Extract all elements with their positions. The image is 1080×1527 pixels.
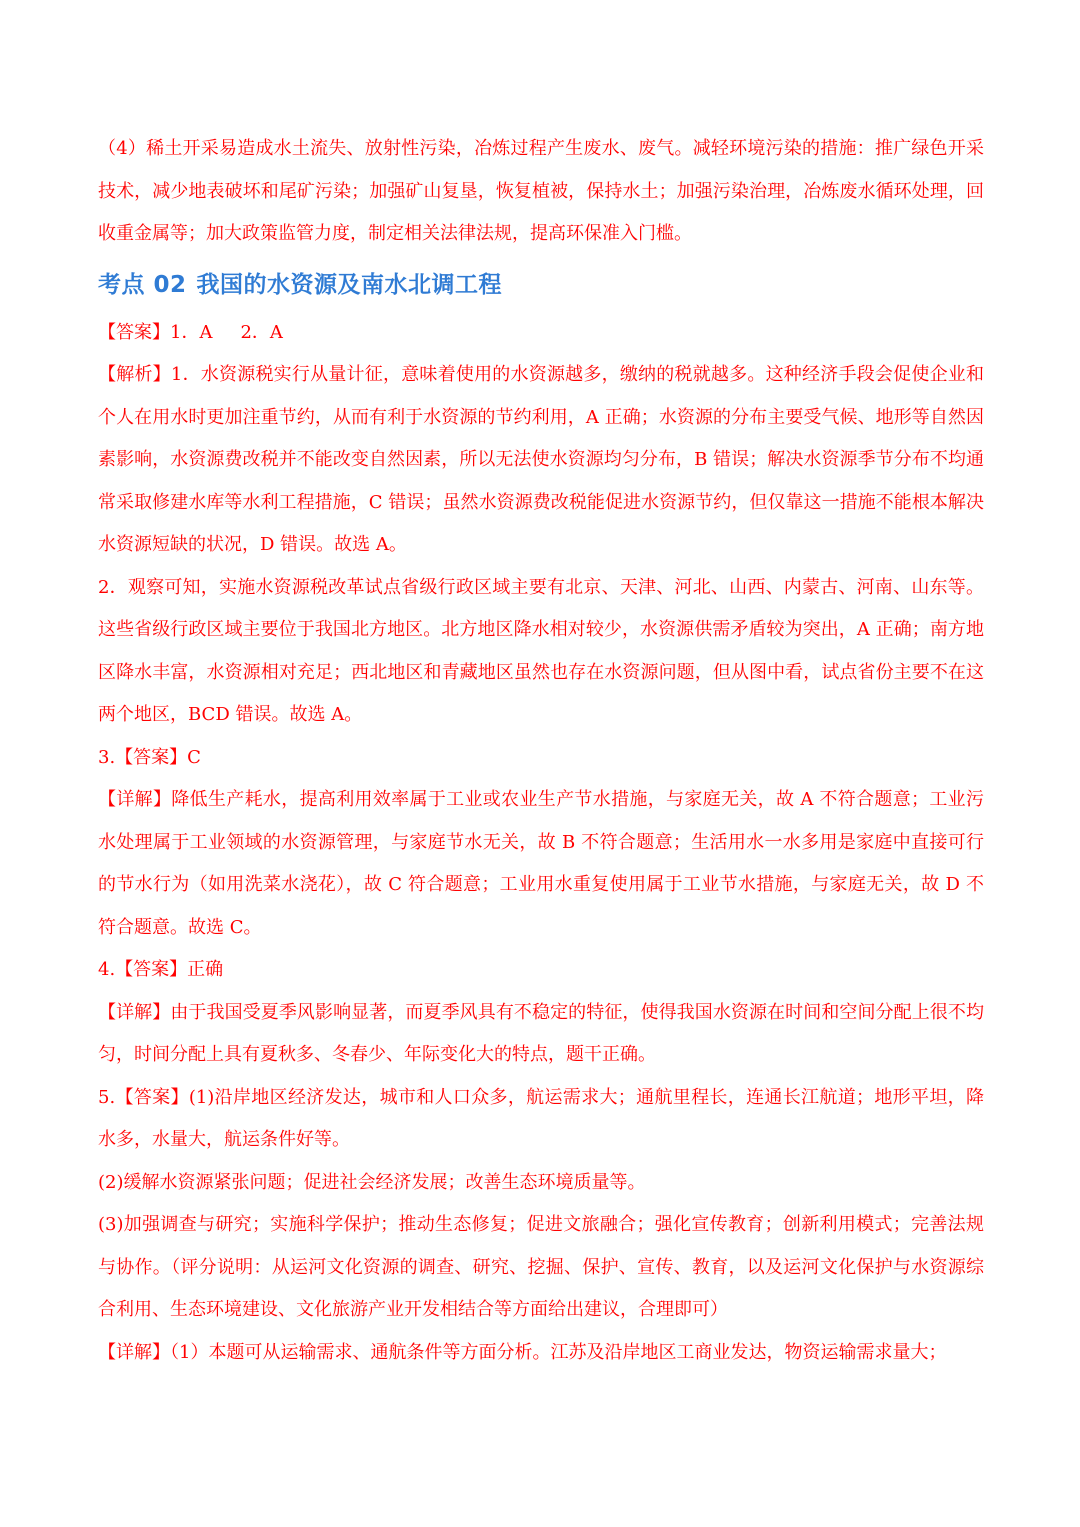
q5-detail-tag: 【详解】 <box>98 1341 170 1363</box>
q3-detail <box>98 779 984 949</box>
section-title: 我国的水资源及南水北调工程 <box>196 271 503 298</box>
section-heading <box>98 262 984 308</box>
answer-item-2: 2．A <box>240 321 283 343</box>
q3-detail-text: 降低生产耗水，提高利用效率属于工业或农业生产节水措施，与家庭无关，故 A 不符合题意；工业污水处理属于工业领域的水资源管理，与家庭节水无关，故 B 不符合题意；生活用水一水多用是家庭中直接可行的节水行为（如用洗菜水浇花），故 C 符合题意；工业用水重复使用属于工业节水措施，与家庭无关，故 D 不符合题意。故选 C。 <box>98 789 984 938</box>
q5-answer-1 <box>98 1077 984 1162</box>
q5-answer-label: 5.【答案】 <box>98 1086 189 1108</box>
q3-answer: 3.【答案】C <box>98 746 201 768</box>
q4-detail <box>98 992 984 1077</box>
intro-paragraph: （4）稀土开采易造成水土流失、放射性污染，冶炼过程产生废水、废气。减轻环境污染的措施：推广绿色开采技术，减少地表破坏和尾矿污染；加强矿山复垦，恢复植被，保持水土；加强污染治理，冶炼废水循环处理，回收重金属等；加大政策监管力度，制定相关法律法规，提高环保准入门槛。 <box>98 138 984 244</box>
section-code: 考点 02 <box>98 271 187 298</box>
q5-detail <box>98 1332 984 1375</box>
q5-answer-3: (3)加强调查与研究；实施科学保护；推动生态修复；促进文旅融合；强化宣传教育；创新利用模式；完善法规与协作。（评分说明：从运河文化资源的调查、研究、挖掘、保护、宣传、教育，以及运河文化保护与水资源综合利用、生态环境建设、文化旅游产业开发相结合等方面给出建议，合理即可） <box>98 1214 984 1320</box>
q5-detail-text: （1）本题可从运输需求、通航条件等方面分析。江苏及沿岸地区工商业发达，物资运输需求量大； <box>170 1341 947 1363</box>
document-page <box>98 128 984 1374</box>
analysis-1-text: 1．水资源税实行从量计征，意味着使用的水资源越多，缴纳的税就越多。这种经济手段会促使企业和个人在用水时更加注重节约，从而有利于水资源的节约利用，A 正确；水资源的分布主要受气候、地形等自然因素影响，水资源费改税并不能改变自然因素，所以无法使水资源均匀分布，B 错误；解决水资源季节分布不均通常采取修建水库等水利工程措施，C 错误；虽然水资源费改税能促进水资源节约，但仅靠这一措施不能根本解决水资源短缺的状况，D 错误。故选 A。 <box>98 364 985 555</box>
q4-answer: 4.【答案】正确 <box>98 959 224 980</box>
answer-tag: 【答案】 <box>98 321 170 343</box>
q3-detail-tag: 【详解】 <box>98 789 172 810</box>
analysis-tag: 【解析】 <box>98 364 171 385</box>
q4-detail-text: 由于我国受夏季风影响显著，而夏季风具有不稳定的特征，使得我国水资源在时间和空间分配上很不均匀，时间分配上具有夏秋多、冬春少、年际变化大的特点，题干正确。 <box>98 1001 985 1065</box>
analysis-2: 2．观察可知，实施水资源税改革试点省级行政区域主要有北京、天津、河北、山西、内蒙古、河南、山东等。这些省级行政区域主要位于我国北方地区。北方地区降水相对较少，水资源供需矛盾较为突出，A 正确；南方地区降水丰富，水资源相对充足；西北地区和青藏地区虽然也存在水资源问题，但从图中看，试点省份主要不在这两个地区，BCD 错误。故选 A。 <box>98 576 984 725</box>
answer-item-1: 1．A <box>170 321 213 343</box>
analysis-1 <box>98 354 984 567</box>
q4-detail-tag: 【详解】 <box>98 1001 171 1023</box>
answer-line <box>98 312 984 355</box>
q5-answer-1-text: (1)沿岸地区经济发达，城市和人口众多，航运需求大；通航里程长，连通长江航道；地形平坦，降水多，水量大，航运条件好等。 <box>98 1086 984 1150</box>
q5-answer-2: (2)缓解水资源紧张问题；促进社会经济发展；改善生态环境质量等。 <box>98 1171 646 1193</box>
